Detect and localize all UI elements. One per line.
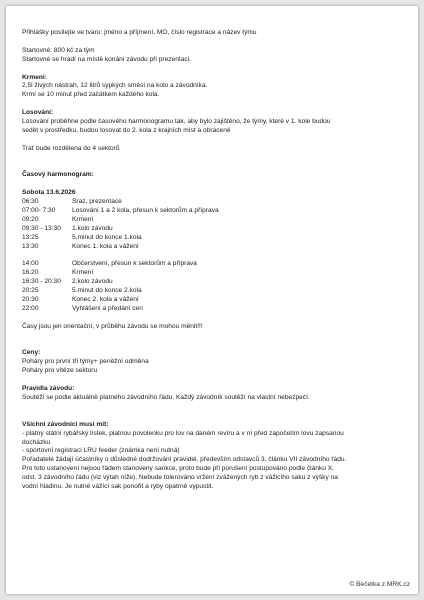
schedule-time: 09:20 — [22, 215, 39, 223]
schedule-time: 22:00 — [22, 304, 39, 312]
requirements-line: Pro toto ustanovení nejsou řádem stanoveny sankce, proto bude při porušení postupováno podle článku X, — [22, 465, 334, 473]
schedule-time: 13:30 — [22, 242, 39, 250]
schedule-event: Sraz, prezentace — [72, 198, 122, 206]
schedule-row — [22, 305, 408, 314]
schedule-event: Losování 1 a 2 kola, přesun k sektorům a příprava — [72, 207, 219, 215]
prizes-heading: Ceny: — [22, 349, 41, 357]
schedule-event: Občerstvení, přesun k sektorům a příprava — [72, 260, 197, 268]
registration-text: Přihlášky posílejte ve tvaru: jméno a příjmení, MO, číslo registrace a název týmu — [22, 29, 257, 36]
feeding-line: Krmí se 10 minut před začátkem každého kola. — [22, 91, 160, 99]
requirements-line: odst. 3 závodního řádu (viz výtah níže). Nebude tolerováno vržení zvážených ryb z vážicího saku z výšky na — [22, 474, 338, 482]
schedule-event: Konec 2. kola a vážení — [72, 296, 139, 304]
schedule-row — [22, 207, 408, 216]
rules-heading: Pravidla závodu: — [22, 385, 75, 393]
schedule-event: 1.kolo závodu — [72, 224, 113, 232]
requirements-line: - platný státní rybářský lístek, platnou povolenku pro lov na daném revíru a v ní před započetím lovu zapsanou — [22, 429, 344, 437]
fee-line: Startovné se hradí na místě konání závodu při prezentaci. — [22, 55, 191, 63]
schedule-event: 2.kolo závodu — [72, 278, 113, 286]
schedule-row — [22, 225, 408, 234]
requirements-line: - sportovní registraci LRU feeder (známka není nutná) — [22, 447, 180, 455]
requirements-heading: Všichni závodníci musí mít: — [22, 420, 109, 428]
schedule-event: Vyhlášení a předání cen — [72, 304, 143, 312]
schedule-row — [22, 287, 408, 296]
schedule-time: 07:00- 7:30 — [22, 207, 56, 215]
schedule-time: 13:25 — [22, 233, 39, 241]
schedule-date: Sobota 13.6.2026 — [22, 189, 76, 197]
schedule-event: 5.minut do konce 2.kola — [72, 287, 142, 295]
rules-text: Soutěží se podle aktuálně platného závodního řádu. Každý závodník soutěží na vlastní nebezpečí. — [22, 394, 310, 401]
requirements-line: vodní hladinu. Je nutné vážící sak ponořit a ryby opatrně vypustit. — [22, 483, 214, 491]
feeding-heading: Krmení: — [22, 73, 47, 81]
track-text: Trať bude rozdělena do 4 sektorů — [22, 144, 120, 152]
schedule-row — [22, 296, 408, 305]
credit-watermark: © Bečetka z MRK.cz — [349, 581, 410, 588]
schedule-time: 16:20 — [22, 269, 39, 277]
schedule-event: 5.minut do konce 1.kola — [72, 233, 142, 241]
requirements-line: docházku — [22, 438, 51, 446]
schedule-row — [22, 216, 408, 225]
schedule-time: 09:30 - 13:30 — [22, 224, 61, 232]
feeding-line: 2,5l živých nástrah, 12 litrů sypkých směsí na kolo a závodníka. — [22, 82, 208, 90]
document-content — [22, 29, 408, 492]
draw-line: sedět v prostředku, budou losovat do 2. kola z krajních míst a obráceně — [22, 126, 231, 134]
schedule-note: Časy jsou jen orientační, v průběhu závodu se mohou měnit!!! — [22, 322, 203, 330]
schedule-time: 06:30 — [22, 198, 39, 206]
draw-line: Losování proběhne podle časového harmonogramu tak, aby bylo zajištěno, že týmy, které v 1. kole budou — [22, 118, 331, 126]
document-page — [6, 6, 418, 594]
schedule-time: 20:25 — [22, 287, 39, 295]
schedule-time: 20:30 — [22, 296, 39, 304]
schedule-row — [22, 278, 408, 287]
schedule-row — [22, 234, 408, 243]
schedule-row — [22, 260, 408, 269]
schedule-row — [22, 243, 408, 252]
prizes-line: Poháry pro první tři týmy+ peněžní odměna — [22, 358, 149, 366]
schedule-time: 16:30 - 20:30 — [22, 278, 61, 286]
requirements-line: Pořadatelé žádají účastníky o důsledné dodržování pravidel, především odstavců 3, článku VII závodního řádu. — [22, 456, 347, 464]
schedule-event: Konec 1. kola a vážení — [72, 242, 139, 250]
schedule-event: Krmení — [72, 269, 94, 277]
prizes-line: Poháry pro vítěze sektoru — [22, 367, 98, 375]
schedule-row — [22, 269, 408, 278]
schedule-event: Krmení — [72, 215, 94, 223]
fee-line: Startovné: 800 kč za tým — [22, 46, 95, 54]
schedule-heading: Časový harmonogram: — [22, 171, 94, 179]
schedule-row — [22, 198, 408, 207]
draw-heading: Losování: — [22, 109, 54, 117]
schedule-time: 14:00 — [22, 260, 39, 268]
